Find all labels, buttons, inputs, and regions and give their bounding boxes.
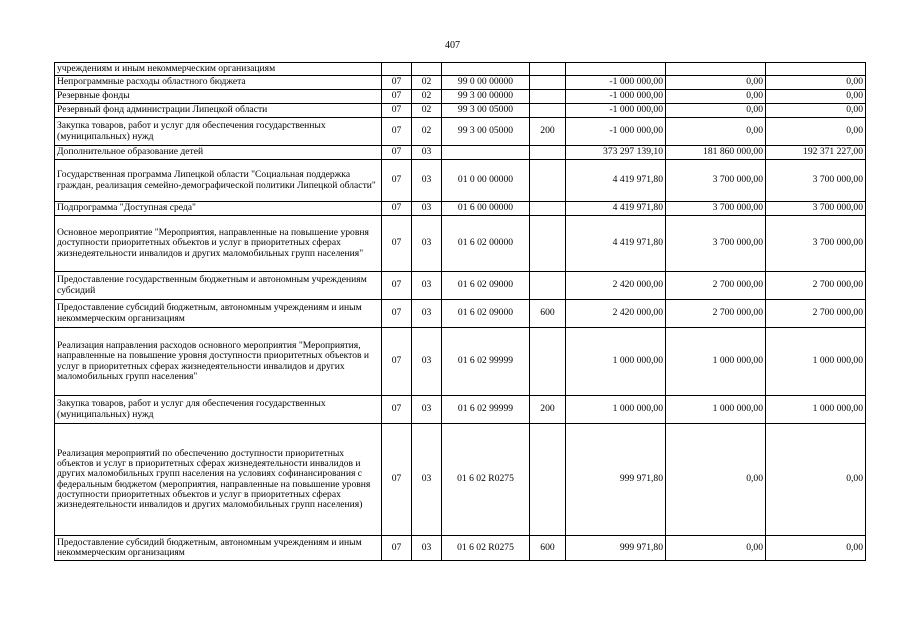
expense-type-code bbox=[530, 146, 566, 160]
amount-col-3: 2 700 000,00 bbox=[766, 272, 866, 300]
amount-col-3: 0,00 bbox=[766, 424, 866, 536]
section-code: 07 bbox=[382, 300, 412, 328]
expense-type-code bbox=[530, 328, 566, 396]
subsection-code bbox=[412, 63, 442, 76]
target-article-code: 01 6 02 09000 bbox=[442, 300, 530, 328]
table-row bbox=[55, 216, 866, 272]
expense-type-code bbox=[530, 63, 566, 76]
amount-col-1: 2 420 000,00 bbox=[566, 272, 666, 300]
amount-col-1: 2 420 000,00 bbox=[566, 300, 666, 328]
row-name: учреждениям и иным некоммерческим организациям bbox=[55, 63, 382, 76]
section-code: 07 bbox=[382, 536, 412, 561]
amount-col-2: 0,00 bbox=[666, 424, 766, 536]
section-code: 07 bbox=[382, 160, 412, 202]
amount-col-2: 2 700 000,00 bbox=[666, 272, 766, 300]
amount-col-1: 999 971,80 bbox=[566, 424, 666, 536]
amount-col-2: 0,00 bbox=[666, 76, 766, 90]
target-article-code: 99 3 00 05000 bbox=[442, 104, 530, 118]
row-name: Резервный фонд администрации Липецкой области bbox=[55, 104, 382, 118]
amount-col-1: -1 000 000,00 bbox=[566, 118, 666, 146]
amount-col-2: 0,00 bbox=[666, 118, 766, 146]
expense-type-code: 200 bbox=[530, 396, 566, 424]
amount-col-3 bbox=[766, 63, 866, 76]
subsection-code: 03 bbox=[412, 328, 442, 396]
expense-type-code bbox=[530, 90, 566, 104]
section-code: 07 bbox=[382, 146, 412, 160]
expense-type-code bbox=[530, 424, 566, 536]
amount-col-1: 4 419 971,80 bbox=[566, 216, 666, 272]
section-code: 07 bbox=[382, 424, 412, 536]
subsection-code: 02 bbox=[412, 118, 442, 146]
amount-col-2 bbox=[666, 63, 766, 76]
section-code: 07 bbox=[382, 104, 412, 118]
table-row bbox=[55, 396, 866, 424]
amount-col-1: -1 000 000,00 bbox=[566, 90, 666, 104]
amount-col-2: 181 860 000,00 bbox=[666, 146, 766, 160]
amount-col-1: 999 971,80 bbox=[566, 536, 666, 561]
amount-col-3: 0,00 bbox=[766, 104, 866, 118]
amount-col-2: 3 700 000,00 bbox=[666, 160, 766, 202]
table-row bbox=[55, 160, 866, 202]
page-number: 407 bbox=[445, 40, 460, 51]
table-row bbox=[55, 300, 866, 328]
target-article-code: 01 6 02 R0275 bbox=[442, 536, 530, 561]
amount-col-3: 192 371 227,00 bbox=[766, 146, 866, 160]
target-article-code: 01 0 00 00000 bbox=[442, 160, 530, 202]
subsection-code: 03 bbox=[412, 202, 442, 216]
subsection-code: 03 bbox=[412, 424, 442, 536]
section-code: 07 bbox=[382, 396, 412, 424]
table-row bbox=[55, 104, 866, 118]
table-row bbox=[55, 424, 866, 536]
amount-col-3: 0,00 bbox=[766, 90, 866, 104]
subsection-code: 03 bbox=[412, 300, 442, 328]
amount-col-2: 0,00 bbox=[666, 536, 766, 561]
row-name: Подпрограмма "Доступная среда" bbox=[55, 202, 382, 216]
budget-table bbox=[54, 62, 866, 561]
expense-type-code: 600 bbox=[530, 536, 566, 561]
expense-type-code: 200 bbox=[530, 118, 566, 146]
target-article-code: 99 3 00 00000 bbox=[442, 90, 530, 104]
section-code: 07 bbox=[382, 202, 412, 216]
expense-type-code bbox=[530, 202, 566, 216]
section-code: 07 bbox=[382, 328, 412, 396]
amount-col-3: 0,00 bbox=[766, 76, 866, 90]
table-row bbox=[55, 202, 866, 216]
section-code: 07 bbox=[382, 90, 412, 104]
table-row bbox=[55, 536, 866, 561]
subsection-code: 03 bbox=[412, 146, 442, 160]
amount-col-1: 1 000 000,00 bbox=[566, 396, 666, 424]
target-article-code: 99 3 00 05000 bbox=[442, 118, 530, 146]
section-code: 07 bbox=[382, 76, 412, 90]
subsection-code: 03 bbox=[412, 396, 442, 424]
amount-col-3: 0,00 bbox=[766, 536, 866, 561]
amount-col-2: 3 700 000,00 bbox=[666, 202, 766, 216]
row-name: Закупка товаров, работ и услуг для обеспечения государственных (муниципальных) нужд bbox=[55, 118, 382, 146]
amount-col-3: 3 700 000,00 bbox=[766, 216, 866, 272]
subsection-code: 02 bbox=[412, 76, 442, 90]
amount-col-2: 3 700 000,00 bbox=[666, 216, 766, 272]
row-name: Предоставление государственным бюджетным и автономным учреждениям субсидий bbox=[55, 272, 382, 300]
expense-type-code bbox=[530, 272, 566, 300]
target-article-code: 01 6 02 00000 bbox=[442, 216, 530, 272]
row-name: Предоставление субсидий бюджетным, автономным учреждениям и иным некоммерческим организациям bbox=[55, 300, 382, 328]
table-row bbox=[55, 90, 866, 104]
target-article-code bbox=[442, 146, 530, 160]
table-row bbox=[55, 63, 866, 76]
subsection-code: 03 bbox=[412, 536, 442, 561]
row-name: Реализация направления расходов основного мероприятия "Мероприятия, направленные на повышение уровня доступности приоритетных объектов и услуг в приоритетных сферах жизнедеятельности инвалидов и других маломобильных групп населения" bbox=[55, 328, 382, 396]
expense-type-code bbox=[530, 160, 566, 202]
amount-col-3: 3 700 000,00 bbox=[766, 202, 866, 216]
expense-type-code bbox=[530, 76, 566, 90]
table-row bbox=[55, 76, 866, 90]
budget-table-body bbox=[55, 63, 866, 561]
amount-col-2: 0,00 bbox=[666, 90, 766, 104]
section-code: 07 bbox=[382, 118, 412, 146]
amount-col-1: 1 000 000,00 bbox=[566, 328, 666, 396]
row-name: Предоставление субсидий бюджетным, автономным учреждениям и иным некоммерческим организациям bbox=[55, 536, 382, 561]
amount-col-2: 1 000 000,00 bbox=[666, 328, 766, 396]
row-name: Реализация мероприятий по обеспечению доступности приоритетных объектов и услуг в приоритетных сферах жизнедеятельности инвалидов и других маломобильных групп населения на условиях софинансирования с федеральным бюджетом (мероприятия, направленные на повышение уровня доступности приоритетных объектов и услуг в приоритетных сферах жизнедеятельности инвалидов и других маломобильных групп населения) bbox=[55, 424, 382, 536]
section-code: 07 bbox=[382, 216, 412, 272]
expense-type-code bbox=[530, 216, 566, 272]
table-row bbox=[55, 272, 866, 300]
target-article-code: 01 6 02 99999 bbox=[442, 396, 530, 424]
table-row bbox=[55, 328, 866, 396]
amount-col-1: -1 000 000,00 bbox=[566, 76, 666, 90]
row-name: Дополнительное образование детей bbox=[55, 146, 382, 160]
target-article-code: 01 6 02 99999 bbox=[442, 328, 530, 396]
amount-col-3: 0,00 bbox=[766, 118, 866, 146]
amount-col-2: 0,00 bbox=[666, 104, 766, 118]
section-code bbox=[382, 63, 412, 76]
amount-col-2: 2 700 000,00 bbox=[666, 300, 766, 328]
amount-col-1: 373 297 139,10 bbox=[566, 146, 666, 160]
amount-col-1 bbox=[566, 63, 666, 76]
subsection-code: 02 bbox=[412, 104, 442, 118]
row-name: Резервные фонды bbox=[55, 90, 382, 104]
target-article-code: 01 6 02 09000 bbox=[442, 272, 530, 300]
table-row bbox=[55, 146, 866, 160]
amount-col-3: 2 700 000,00 bbox=[766, 300, 866, 328]
target-article-code: 01 6 00 00000 bbox=[442, 202, 530, 216]
target-article-code: 99 0 00 00000 bbox=[442, 76, 530, 90]
row-name: Государственная программа Липецкой области "Социальная поддержка граждан, реализация семейно-демографической политики Липецкой области" bbox=[55, 160, 382, 202]
subsection-code: 03 bbox=[412, 160, 442, 202]
subsection-code: 03 bbox=[412, 272, 442, 300]
amount-col-1: 4 419 971,80 bbox=[566, 202, 666, 216]
amount-col-2: 1 000 000,00 bbox=[666, 396, 766, 424]
amount-col-1: -1 000 000,00 bbox=[566, 104, 666, 118]
amount-col-3: 3 700 000,00 bbox=[766, 160, 866, 202]
target-article-code: 01 6 02 R0275 bbox=[442, 424, 530, 536]
row-name: Непрограммные расходы областного бюджета bbox=[55, 76, 382, 90]
subsection-code: 03 bbox=[412, 216, 442, 272]
amount-col-3: 1 000 000,00 bbox=[766, 396, 866, 424]
amount-col-3: 1 000 000,00 bbox=[766, 328, 866, 396]
expense-type-code: 600 bbox=[530, 300, 566, 328]
section-code: 07 bbox=[382, 272, 412, 300]
subsection-code: 02 bbox=[412, 90, 442, 104]
amount-col-1: 4 419 971,80 bbox=[566, 160, 666, 202]
expense-type-code bbox=[530, 104, 566, 118]
row-name: Основное мероприятие "Мероприятия, направленные на повышение уровня доступности приоритетных объектов и услуг в приоритетных сферах жизнедеятельности инвалидов и других маломобильных групп населения" bbox=[55, 216, 382, 272]
target-article-code bbox=[442, 63, 530, 76]
row-name: Закупка товаров, работ и услуг для обеспечения государственных (муниципальных) нужд bbox=[55, 396, 382, 424]
table-row bbox=[55, 118, 866, 146]
